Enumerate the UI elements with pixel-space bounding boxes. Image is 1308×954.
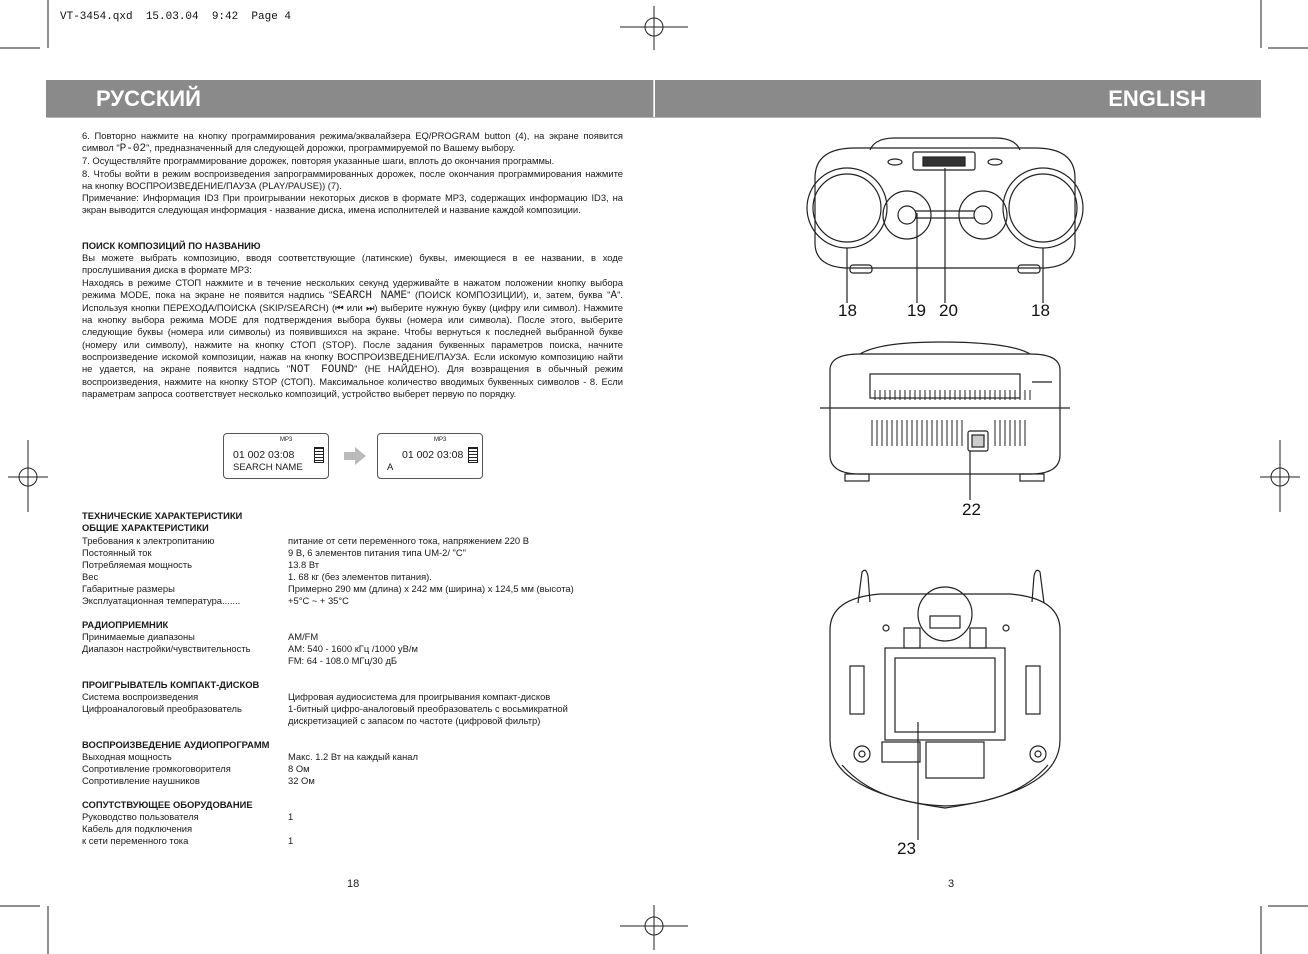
file-header: VT-3454.qxd 15.03.04 9:42 Page 4 xyxy=(60,11,292,23)
banner-english: ENGLISH xyxy=(655,80,1261,117)
step-8: 8. Чтобы войти в режим воспроизведения запрограммированных дорожек, после окончания программирования нажмите на кнопку ВОСПРОИЗВЕДЕНИЕ/ПАУЗА (PLAY/PAUSE)) (7). xyxy=(82,167,623,191)
step-7: 7. Осуществляйте программирование дорожек, повторяя указанные шаги, вплоть до окончания программы. xyxy=(82,155,555,167)
lcd-display-search-name: MP3 01 002 03:08 SEARCH NAME xyxy=(223,433,329,479)
banner-russian: РУССКИЙ xyxy=(46,80,653,117)
banner-rule xyxy=(46,117,1261,118)
specs-heading: ТЕХНИЧЕСКИЕ ХАРАКТЕРИСТИКИ xyxy=(82,510,243,521)
search-body: Находясь в режиме СТОП нажмите и в течение нескольких секунд удерживайте в нажатом положении кнопку выбора режима MODE, пока на экране не появится надпись "SEARCH NAME" (ПОИСК КОМПОЗИЦИИ), и, затем, буква "A". Используя кнопки ПЕРЕХОДА/ПОИСКА (SKIP/SEARCH) (⏮ или ⏭) выберите нужную букву (цифру или символ). Нажмите на кнопку выбора режима MODE для подтверждения выбора буквы (номера или символа). После этого, выберите следующие буквы (номера или символы) из появившихся на экране. Чтобы вернуться к последней выбранной букве (номеру или символу), нажмите на кнопку СТОП (STOP). После задания буквенных параметров поиска, начните воспроизведение искомой композиции, нажав на кнопку ВОСПРОИЗВЕДЕНИЕ/ПАУЗА. Если искомую композицию найти не удается, на экране появится надпись "NOT FOUND" (НЕ НАЙДЕНО). Для возвращения в обычный режим воспроизведения, нажмите на кнопку STOP (СТОП). Максимальное количество вводимых буквенных символов - 8. Если параметрам запроса соответствует несколько композиций, устройство выберет первую по порядку. xyxy=(82,276,624,400)
level-bars-icon xyxy=(468,447,478,463)
callout-18-right: 18 xyxy=(1031,301,1050,320)
page-number-left: 18 xyxy=(347,878,360,890)
boombox-back-view xyxy=(820,340,1070,485)
id3-note: Примечание: Информация ID3 При проигрывании некоторых дисков в формате MP3, содержащих информацию ID3, на экран выводится следующая информация - название диска, имена исполнителей и название каждой композиции. xyxy=(82,192,623,216)
lcd-display-letter: MP3 01 002 03:08 A xyxy=(377,433,483,479)
callout-23: 23 xyxy=(897,839,916,858)
banner-divider xyxy=(653,80,654,118)
cd-heading: ПРОИГРЫВАТЕЛЬ КОМПАКТ-ДИСКОВ xyxy=(82,679,260,690)
level-bars-icon xyxy=(314,447,324,463)
search-heading: ПОИСК КОМПОЗИЦИЙ ПО НАЗВАНИЮ xyxy=(82,240,261,251)
callout-19: 19 xyxy=(907,301,926,320)
radio-heading: РАДИОПРИЕМНИК xyxy=(82,619,169,630)
search-intro: Вы можете выбрать композицию, вводя соответствующие (латинские) буквы, имеющиеся в ее названии, в ходе прослушивания диска в формате MP3: xyxy=(82,252,623,276)
boombox-bottom-view xyxy=(820,570,1070,835)
callout-18-left: 18 xyxy=(838,301,857,320)
callout-20: 20 xyxy=(939,301,958,320)
search-section xyxy=(82,240,623,401)
page-number-right: 3 xyxy=(948,878,955,890)
boombox-front-view xyxy=(795,138,1095,278)
audio-heading: ВОСПРОИЗВЕДЕНИЕ АУДИОПРОГРАММ xyxy=(82,739,270,750)
callout-22: 22 xyxy=(962,500,981,519)
programming-section xyxy=(82,130,623,216)
general-heading: ОБЩИЕ ХАРАКТЕРИСТИКИ xyxy=(82,522,209,533)
step-6: 6. Повторно нажмите на кнопку программирования режима/эквалайзера EQ/PROGRAM button (4), на экране появится символ "P-02", предназначенный для следующей дорожки, программируемой по Вашему выбору. xyxy=(82,130,623,156)
arrow-right-icon xyxy=(344,447,366,465)
accessories-heading: СОПУТСТВУЮЩЕЕ ОБОРУДОВАНИЕ xyxy=(82,799,253,810)
